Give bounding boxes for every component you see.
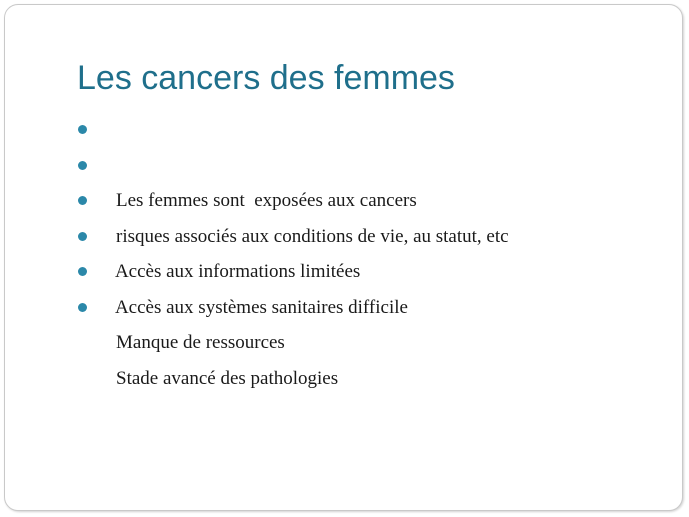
bullet-icon (78, 267, 87, 276)
bullet-text: Accès aux informations limitées (114, 261, 361, 282)
bullet-list (77, 112, 509, 389)
list-item (77, 112, 509, 211)
bullet-icon (78, 196, 87, 205)
bullet-text: Les femmes sont exposées aux cancers (116, 190, 417, 211)
bullet-icon (78, 232, 87, 241)
slide-title: Les cancers des femmes (77, 59, 455, 97)
bullet-icon (78, 303, 87, 312)
bullet-text: Accès aux systèmes sanitaires difficile (114, 296, 408, 318)
bullet-icon (78, 161, 87, 170)
bullet-text: Manque de ressources (116, 332, 285, 353)
bullet-text: Stade avancé des pathologies (116, 367, 339, 389)
bullet-icon (78, 125, 87, 134)
bullet-text: risques associés aux conditions de vie, au statut, etc (116, 225, 509, 247)
